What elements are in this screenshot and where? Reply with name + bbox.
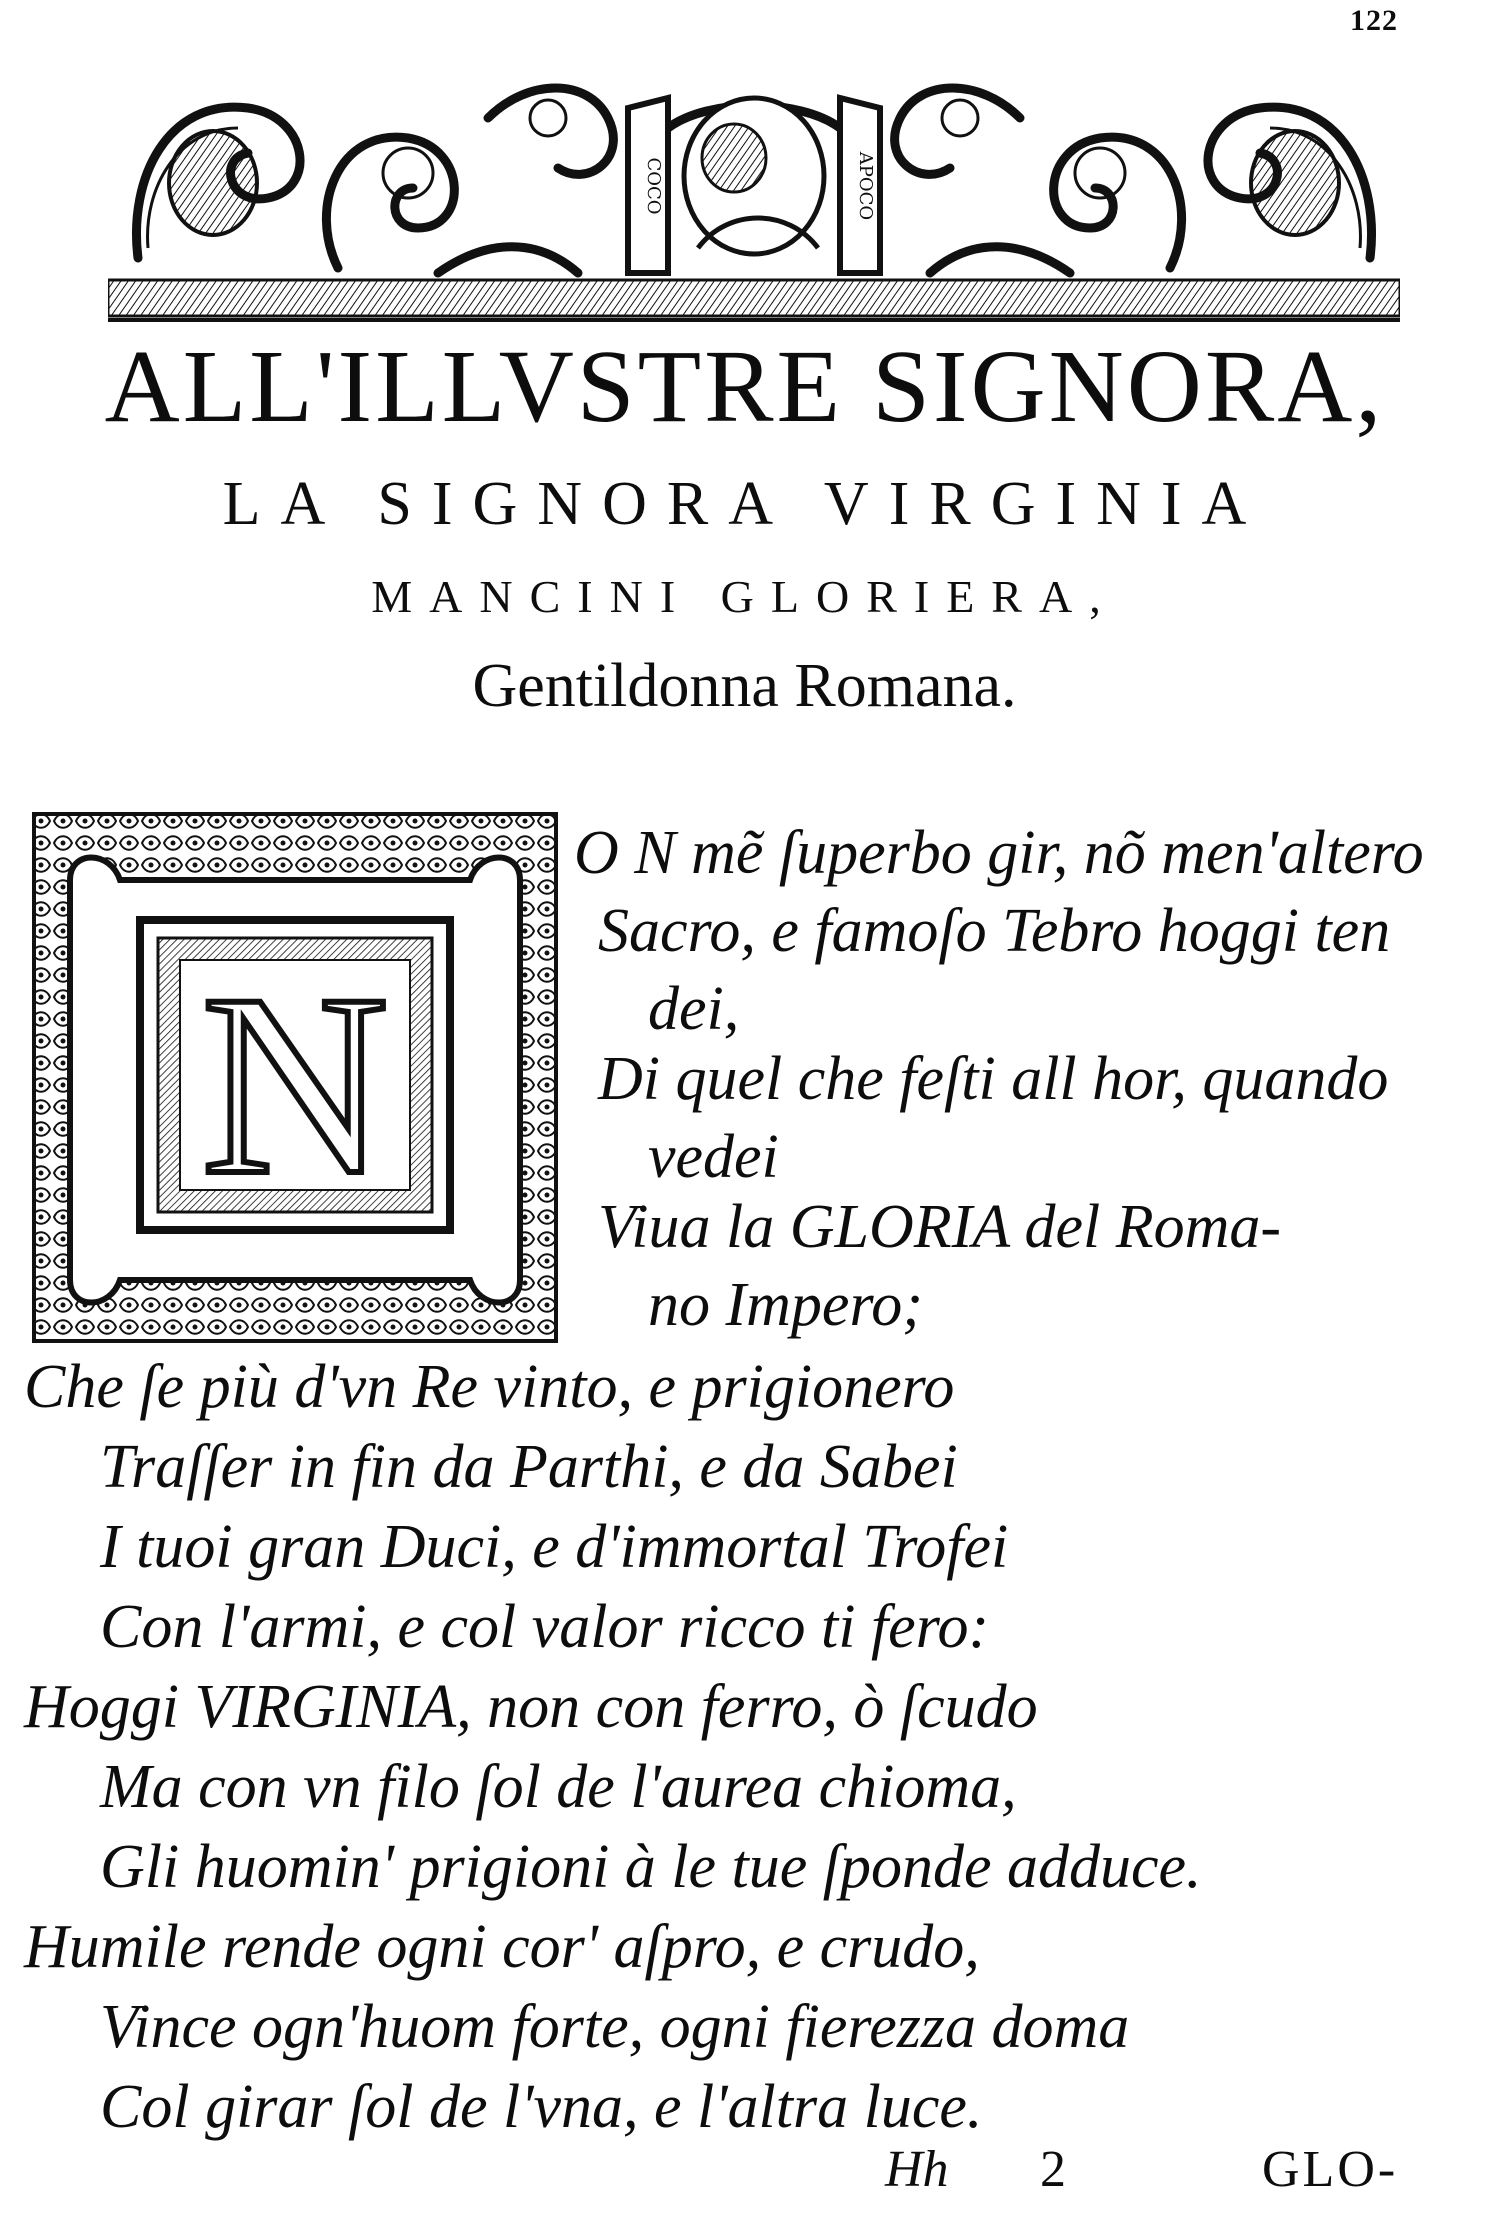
- verse-line-12: Hoggi VIRGINIA, non con ferro, ò ſcudo: [24, 1673, 1038, 1741]
- verse-line-9: Traſſer in fin da Parthi, e da Sabei: [100, 1433, 958, 1501]
- right-motto-scroll: APOCO: [855, 151, 876, 221]
- catchword: GLO-: [1262, 2141, 1399, 2198]
- decorated-initial-block: [30, 810, 560, 1345]
- verse-line-3: dei,: [648, 975, 740, 1043]
- signature-mark: Hh: [885, 2141, 949, 2198]
- verse-line-6: Viua la GLORIA del Roma-: [598, 1193, 1282, 1261]
- verse-line-4: Di quel che feſti all hor, quando: [598, 1045, 1389, 1113]
- verse-line-13: Ma con vn filo ſol de l'aurea chioma,: [100, 1753, 1017, 1821]
- signature-number: 2: [1040, 2141, 1066, 2198]
- verse-line-5: vedei: [648, 1123, 779, 1191]
- ornamental-headpiece: [108, 58, 1400, 326]
- verse-line-11: Con l'armi, e col valor ricco ti fero:: [100, 1593, 990, 1661]
- page-number: 122: [1350, 4, 1398, 37]
- verse-line-10: I tuoi gran Duci, e d'immortal Trofei: [100, 1513, 1009, 1581]
- verse-line-16: Vince ogn'huom forte, ogni fierezza doma: [100, 1993, 1130, 2061]
- left-motto-scroll: COCO: [643, 157, 664, 215]
- dedication-heading-line-3: MANCINI GLORIERA,: [371, 571, 1118, 622]
- dedication-heading-line-4: Gentildonna Romana.: [472, 652, 1017, 720]
- verse-line-1: O N mẽ ſuperbo gir, nõ men'altero: [574, 819, 1424, 887]
- verse-line-15: Humile rende ogni cor' aſpro, e crudo,: [24, 1913, 980, 1981]
- verse-line-8: Che ſe più d'vn Re vinto, e prigionero: [24, 1353, 955, 1421]
- verse-line-7: no Impero;: [648, 1271, 923, 1339]
- drop-cap-letter: N: [201, 941, 389, 1229]
- verse-line-14: Gli huomin' prigioni à le tue ſponde adduce.: [100, 1833, 1202, 1901]
- dedication-heading-line-2: LA SIGNORA VIRGINIA: [222, 470, 1267, 538]
- verse-line-2: Sacro, e famoſo Tebro hoggi ten: [598, 897, 1391, 965]
- dedication-heading-line-1: ALL'ILLVSTRE SIGNORA,: [104, 329, 1385, 444]
- verse-line-17: Col girar ſol de l'vna, e l'altra luce.: [100, 2073, 983, 2141]
